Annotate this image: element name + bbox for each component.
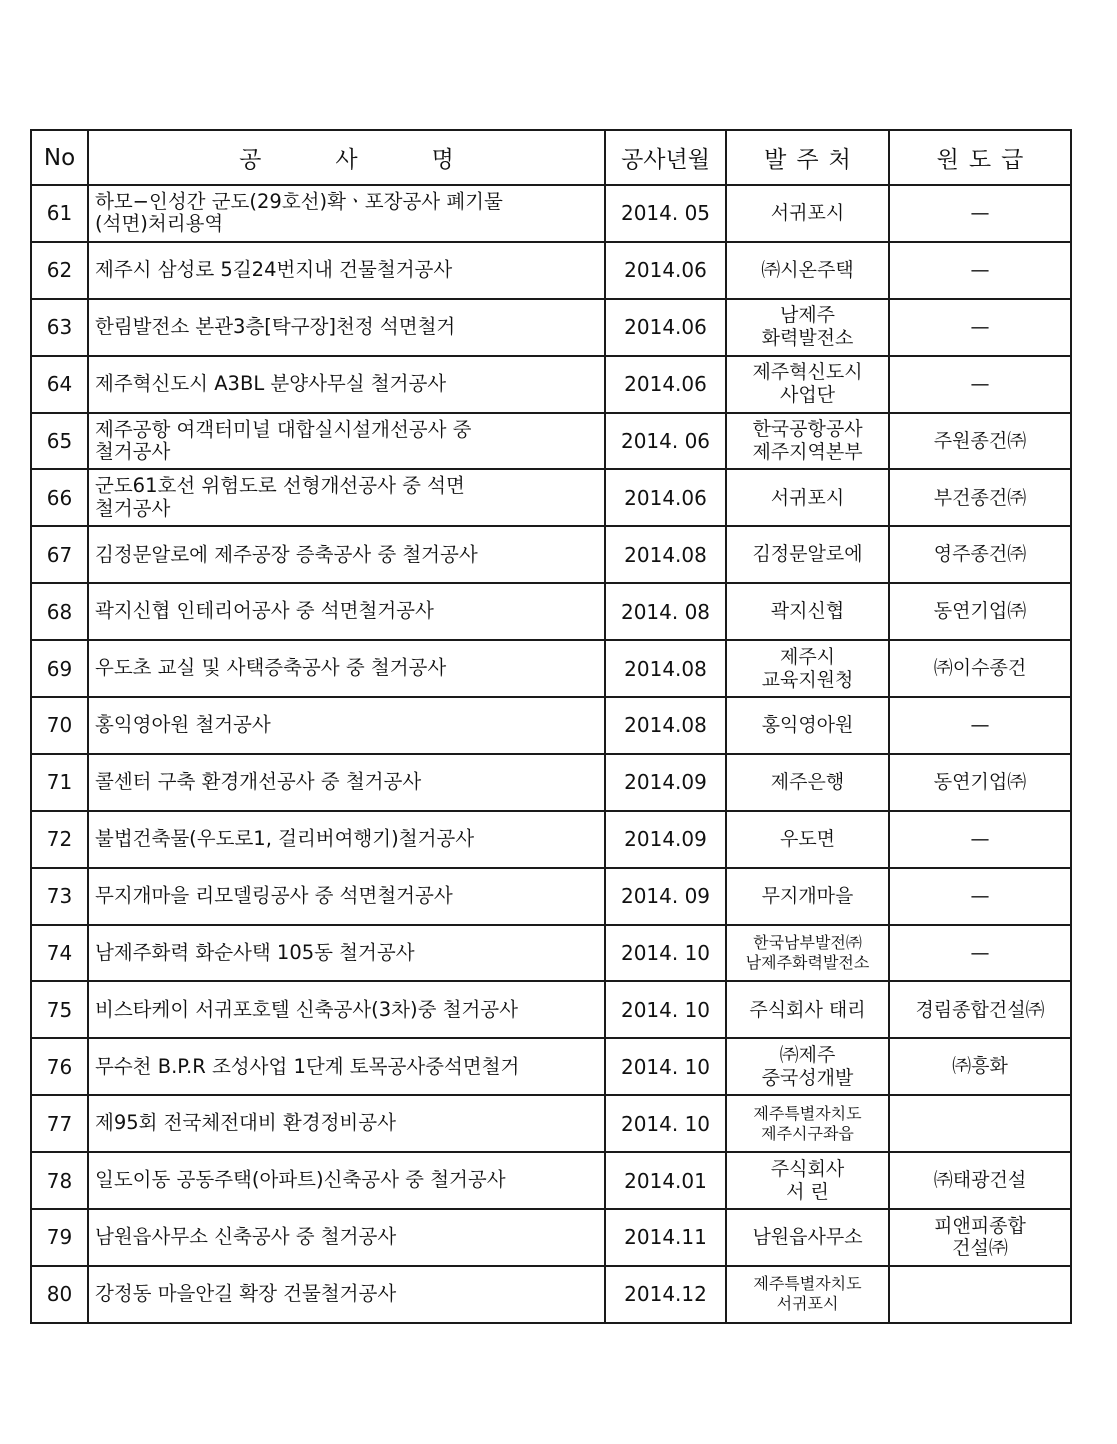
row-no: 69 <box>46 656 73 681</box>
row-contractor-cell <box>889 469 1071 526</box>
row-no: 73 <box>46 884 73 909</box>
row-date-cell <box>605 981 726 1038</box>
row-client-cell <box>726 1209 889 1266</box>
row-contractor-cell <box>889 583 1071 640</box>
row-contractor-cell <box>889 981 1071 1038</box>
row-no-cell <box>31 413 88 470</box>
row-client: 한국남부발전㈜ 남제주화력발전소 <box>745 933 870 973</box>
row-date: 2014.09 <box>624 770 707 795</box>
row-date: 2014. 10 <box>620 941 711 966</box>
row-contractor: 피앤피종합 건설㈜ <box>934 1214 1026 1260</box>
row-project-name: 불법건축물(우도로1, 걸리버여행기)철거공사 <box>95 827 475 851</box>
row-client-cell <box>726 811 889 868</box>
table-row <box>31 583 1071 640</box>
row-project-name: 하모−인성간 군도(29호선)확ㆍ포장공사 폐기물 (석면)처리용역 <box>95 190 503 236</box>
row-project-name-cell <box>88 583 605 640</box>
row-client-cell <box>726 1266 889 1323</box>
row-client: 제주특별자치도 서귀포시 <box>753 1274 862 1314</box>
row-date: 2014.11 <box>624 1225 707 1250</box>
table-row <box>31 1095 1071 1152</box>
row-no: 70 <box>46 713 73 738</box>
row-contractor: ㈜흥화 <box>952 1055 1008 1078</box>
row-project-name: 군도61호선 위험도로 선형개선공사 중 석면 철거공사 <box>95 474 465 520</box>
row-date-cell <box>605 526 726 583</box>
row-date-cell <box>605 697 726 754</box>
row-project-name: 무지개마을 리모델링공사 중 석면철거공사 <box>95 883 453 907</box>
row-client: 곽지신협 <box>770 600 845 623</box>
row-contractor: — <box>970 884 990 907</box>
row-client: 김정문알로에 <box>752 543 863 566</box>
row-date: 2014.08 <box>624 656 707 681</box>
row-no-cell <box>31 754 88 811</box>
row-contractor-cell <box>889 526 1071 583</box>
row-contractor: — <box>970 941 990 964</box>
row-project-name: 남원읍사무소 신축공사 중 철거공사 <box>95 1225 397 1249</box>
row-date-cell <box>605 1095 726 1152</box>
row-date-cell <box>605 413 726 470</box>
row-date-cell <box>605 1266 726 1323</box>
row-no: 63 <box>46 315 73 340</box>
row-contractor: — <box>970 315 990 338</box>
header-no: No <box>31 130 88 185</box>
row-project-name: 한림발전소 본관3층[탁구장]천정 석면철거 <box>95 315 456 339</box>
row-no-cell <box>31 925 88 982</box>
table-row <box>31 242 1071 299</box>
row-date-cell <box>605 925 726 982</box>
project-table <box>30 129 1072 1324</box>
row-project-name-cell <box>88 1095 605 1152</box>
row-date-cell <box>605 583 726 640</box>
row-no-cell <box>31 242 88 299</box>
table-row <box>31 868 1071 925</box>
row-no: 65 <box>46 429 73 453</box>
row-date: 2014. 10 <box>620 1054 711 1079</box>
row-client-cell <box>726 640 889 697</box>
row-no: 64 <box>46 372 73 397</box>
row-date: 2014.12 <box>624 1282 707 1307</box>
row-project-name: 비스타케이 서귀포호텔 신축공사(3차)중 철거공사 <box>95 997 518 1021</box>
row-project-name-cell <box>88 413 605 470</box>
row-no-cell <box>31 469 88 526</box>
row-no: 80 <box>46 1282 73 1307</box>
header-date: 공사년월 <box>605 130 726 185</box>
row-no: 79 <box>46 1225 73 1250</box>
row-contractor: 주원종건㈜ <box>933 429 1027 452</box>
row-client: 남제주 화력발전소 <box>761 304 854 350</box>
row-project-name-cell <box>88 811 605 868</box>
row-client-cell <box>726 185 889 242</box>
row-date: 2014. 10 <box>620 1111 711 1136</box>
row-client: ㈜제주 중국성개발 <box>761 1044 854 1089</box>
row-client-cell <box>726 1095 889 1152</box>
row-project-name: 곽지신협 인테리어공사 중 석면철거공사 <box>95 599 434 623</box>
row-no-cell <box>31 356 88 413</box>
row-project-name-cell <box>88 697 605 754</box>
row-no: 74 <box>46 941 73 966</box>
row-project-name: 콜센터 구축 환경개선공사 중 철거공사 <box>95 770 422 794</box>
row-date: 2014.08 <box>624 542 707 567</box>
table-row <box>31 185 1071 242</box>
row-client-cell <box>726 469 889 526</box>
row-project-name: 제주혁신도시 A3BL 분양사무실 철거공사 <box>95 371 447 395</box>
row-no: 61 <box>46 201 73 226</box>
row-contractor-cell <box>889 868 1071 925</box>
row-no-cell <box>31 299 88 356</box>
row-no-cell <box>31 1266 88 1323</box>
header-client: 발주처 <box>726 130 889 185</box>
row-no-cell <box>31 1095 88 1152</box>
row-date-cell <box>605 811 726 868</box>
row-project-name-cell <box>88 981 605 1038</box>
row-project-name-cell <box>88 868 605 925</box>
row-date-cell <box>605 299 726 356</box>
row-no: 62 <box>46 258 73 283</box>
row-no-cell <box>31 697 88 754</box>
table-row <box>31 413 1071 470</box>
header-name: 공사명 <box>88 130 605 185</box>
row-contractor: ㈜태광건설 <box>933 1169 1027 1192</box>
row-project-name: 우도초 교실 및 사택증축공사 중 철거공사 <box>95 656 447 680</box>
row-client-cell <box>726 1038 889 1095</box>
row-contractor: 동연기업㈜ <box>933 600 1027 623</box>
row-client-cell <box>726 1152 889 1209</box>
row-date: 2014. 05 <box>620 201 711 226</box>
row-date-cell <box>605 1038 726 1095</box>
row-date-cell <box>605 356 726 413</box>
row-contractor-cell <box>889 1266 1071 1323</box>
table-row <box>31 925 1071 982</box>
row-client: 남원읍사무소 <box>752 1226 863 1249</box>
row-client-cell <box>726 526 889 583</box>
row-no: 66 <box>46 485 73 510</box>
row-client: 한국공항공사 제주지역본부 <box>752 418 863 463</box>
row-date-cell <box>605 1152 726 1209</box>
row-client: ㈜시온주택 <box>761 258 854 281</box>
row-contractor-cell <box>889 811 1071 868</box>
row-contractor-cell <box>889 925 1071 982</box>
row-project-name-cell <box>88 1152 605 1209</box>
row-project-name: 김정문알로에 제주공장 증축공사 중 철거공사 <box>95 542 478 566</box>
row-contractor-cell <box>889 185 1071 242</box>
table-row <box>31 299 1071 356</box>
table-row <box>31 640 1071 697</box>
row-client-cell <box>726 413 889 470</box>
row-contractor-cell <box>889 1209 1071 1266</box>
row-client: 제주혁신도시 사업단 <box>752 361 863 407</box>
row-client: 제주은행 <box>770 770 845 793</box>
row-client-cell <box>726 754 889 811</box>
row-project-name: 홍익영아원 철거공사 <box>95 713 271 737</box>
row-contractor-cell <box>889 299 1071 356</box>
row-no-cell <box>31 1152 88 1209</box>
row-date-cell <box>605 185 726 242</box>
row-project-name-cell <box>88 185 605 242</box>
row-contractor: 영주종건㈜ <box>933 543 1027 566</box>
row-client: 홍익영아원 <box>761 714 854 737</box>
row-contractor-cell <box>889 754 1071 811</box>
row-project-name-cell <box>88 640 605 697</box>
row-no-cell <box>31 1209 88 1266</box>
row-contractor-cell <box>889 1038 1071 1095</box>
row-date: 2014.08 <box>624 713 707 738</box>
row-client-cell <box>726 925 889 982</box>
row-no-cell <box>31 981 88 1038</box>
row-contractor: — <box>970 714 990 737</box>
row-no: 76 <box>46 1054 73 1079</box>
row-date: 2014.06 <box>624 315 707 340</box>
header-contractor: 원도급 <box>889 130 1071 185</box>
row-client-cell <box>726 299 889 356</box>
row-contractor: — <box>970 827 990 850</box>
row-project-name-cell <box>88 299 605 356</box>
row-client-cell <box>726 697 889 754</box>
row-project-name: 제주시 삼성로 5길24번지내 건물철거공사 <box>95 258 453 282</box>
table-row <box>31 1266 1071 1323</box>
row-no: 75 <box>46 997 73 1022</box>
row-no-cell <box>31 1038 88 1095</box>
row-contractor-cell <box>889 697 1071 754</box>
row-client: 주식회사 서 린 <box>770 1157 845 1203</box>
table-row <box>31 981 1071 1038</box>
row-project-name-cell <box>88 1209 605 1266</box>
row-project-name-cell <box>88 1038 605 1095</box>
row-client-cell <box>726 981 889 1038</box>
row-contractor-cell <box>889 640 1071 697</box>
table-body <box>31 185 1071 1323</box>
row-project-name-cell <box>88 242 605 299</box>
row-project-name: 제95회 전국체전대비 환경정비공사 <box>95 1111 396 1135</box>
row-client-cell <box>726 583 889 640</box>
row-date: 2014. 09 <box>620 884 711 909</box>
table-row <box>31 1209 1071 1266</box>
row-date: 2014. 08 <box>620 599 711 624</box>
row-date: 2014.01 <box>624 1168 707 1193</box>
row-project-name: 일도이동 공동주택(아파트)신축공사 중 철거공사 <box>95 1168 506 1192</box>
table-row <box>31 754 1071 811</box>
row-contractor-cell <box>889 356 1071 413</box>
row-project-name-cell <box>88 356 605 413</box>
table-row <box>31 697 1071 754</box>
row-contractor: — <box>970 258 990 281</box>
row-date: 2014.06 <box>624 485 707 510</box>
row-date: 2014.06 <box>624 258 707 283</box>
row-no: 77 <box>46 1111 73 1136</box>
row-contractor-cell <box>889 413 1071 470</box>
row-no: 68 <box>46 599 73 624</box>
row-contractor: 부건종건㈜ <box>933 486 1027 509</box>
row-contractor: 경림종합건설㈜ <box>915 998 1045 1021</box>
row-project-name: 무수천 B.P.R 조성사업 1단계 토목공사중석면철거 <box>95 1054 520 1078</box>
row-date-cell <box>605 754 726 811</box>
row-client: 서귀포시 <box>770 202 845 225</box>
row-no-cell <box>31 811 88 868</box>
table-row <box>31 469 1071 526</box>
row-date-cell <box>605 1209 726 1266</box>
row-client-cell <box>726 868 889 925</box>
row-no-cell <box>31 868 88 925</box>
row-no-cell <box>31 640 88 697</box>
row-project-name-cell <box>88 469 605 526</box>
row-project-name-cell <box>88 754 605 811</box>
row-client: 제주시 교육지원청 <box>761 645 854 691</box>
row-project-name-cell <box>88 1266 605 1323</box>
row-client: 서귀포시 <box>770 486 845 509</box>
header-row <box>31 130 1071 185</box>
row-date: 2014.06 <box>624 372 707 397</box>
row-contractor-cell <box>889 1095 1071 1152</box>
row-contractor-cell <box>889 242 1071 299</box>
row-no: 67 <box>46 542 73 567</box>
row-client: 우도면 <box>779 827 836 850</box>
row-contractor: 동연기업㈜ <box>933 770 1027 793</box>
table-row <box>31 526 1071 583</box>
row-no: 78 <box>46 1168 73 1193</box>
row-contractor: ㈜이수종건 <box>933 657 1027 680</box>
row-date-cell <box>605 868 726 925</box>
row-project-name-cell <box>88 526 605 583</box>
row-client-cell <box>726 242 889 299</box>
row-date-cell <box>605 242 726 299</box>
row-client: 무지개마을 <box>761 884 854 907</box>
row-project-name: 남제주화력 화순사택 105동 철거공사 <box>95 940 415 964</box>
row-project-name: 제주공항 여객터미널 대합실시설개선공사 중 철거공사 <box>95 417 472 463</box>
row-no: 71 <box>46 770 73 795</box>
row-no-cell <box>31 583 88 640</box>
table-row <box>31 356 1071 413</box>
row-date: 2014. 10 <box>620 997 711 1022</box>
table-row <box>31 1152 1071 1209</box>
row-client: 주식회사 태리 <box>749 998 866 1021</box>
row-date-cell <box>605 640 726 697</box>
row-contractor: — <box>970 372 990 395</box>
table-row <box>31 1038 1071 1095</box>
row-project-name: 강정동 마을안길 확장 건물철거공사 <box>95 1282 397 1306</box>
row-no-cell <box>31 526 88 583</box>
row-date-cell <box>605 469 726 526</box>
row-no: 72 <box>46 827 73 852</box>
row-project-name-cell <box>88 925 605 982</box>
row-client-cell <box>726 356 889 413</box>
row-date: 2014.09 <box>624 827 707 852</box>
row-contractor: — <box>970 202 990 225</box>
row-date: 2014. 06 <box>620 429 711 453</box>
row-contractor-cell <box>889 1152 1071 1209</box>
row-no-cell <box>31 185 88 242</box>
table-row <box>31 811 1071 868</box>
row-client: 제주특별자치도 제주시구좌읍 <box>753 1103 862 1143</box>
